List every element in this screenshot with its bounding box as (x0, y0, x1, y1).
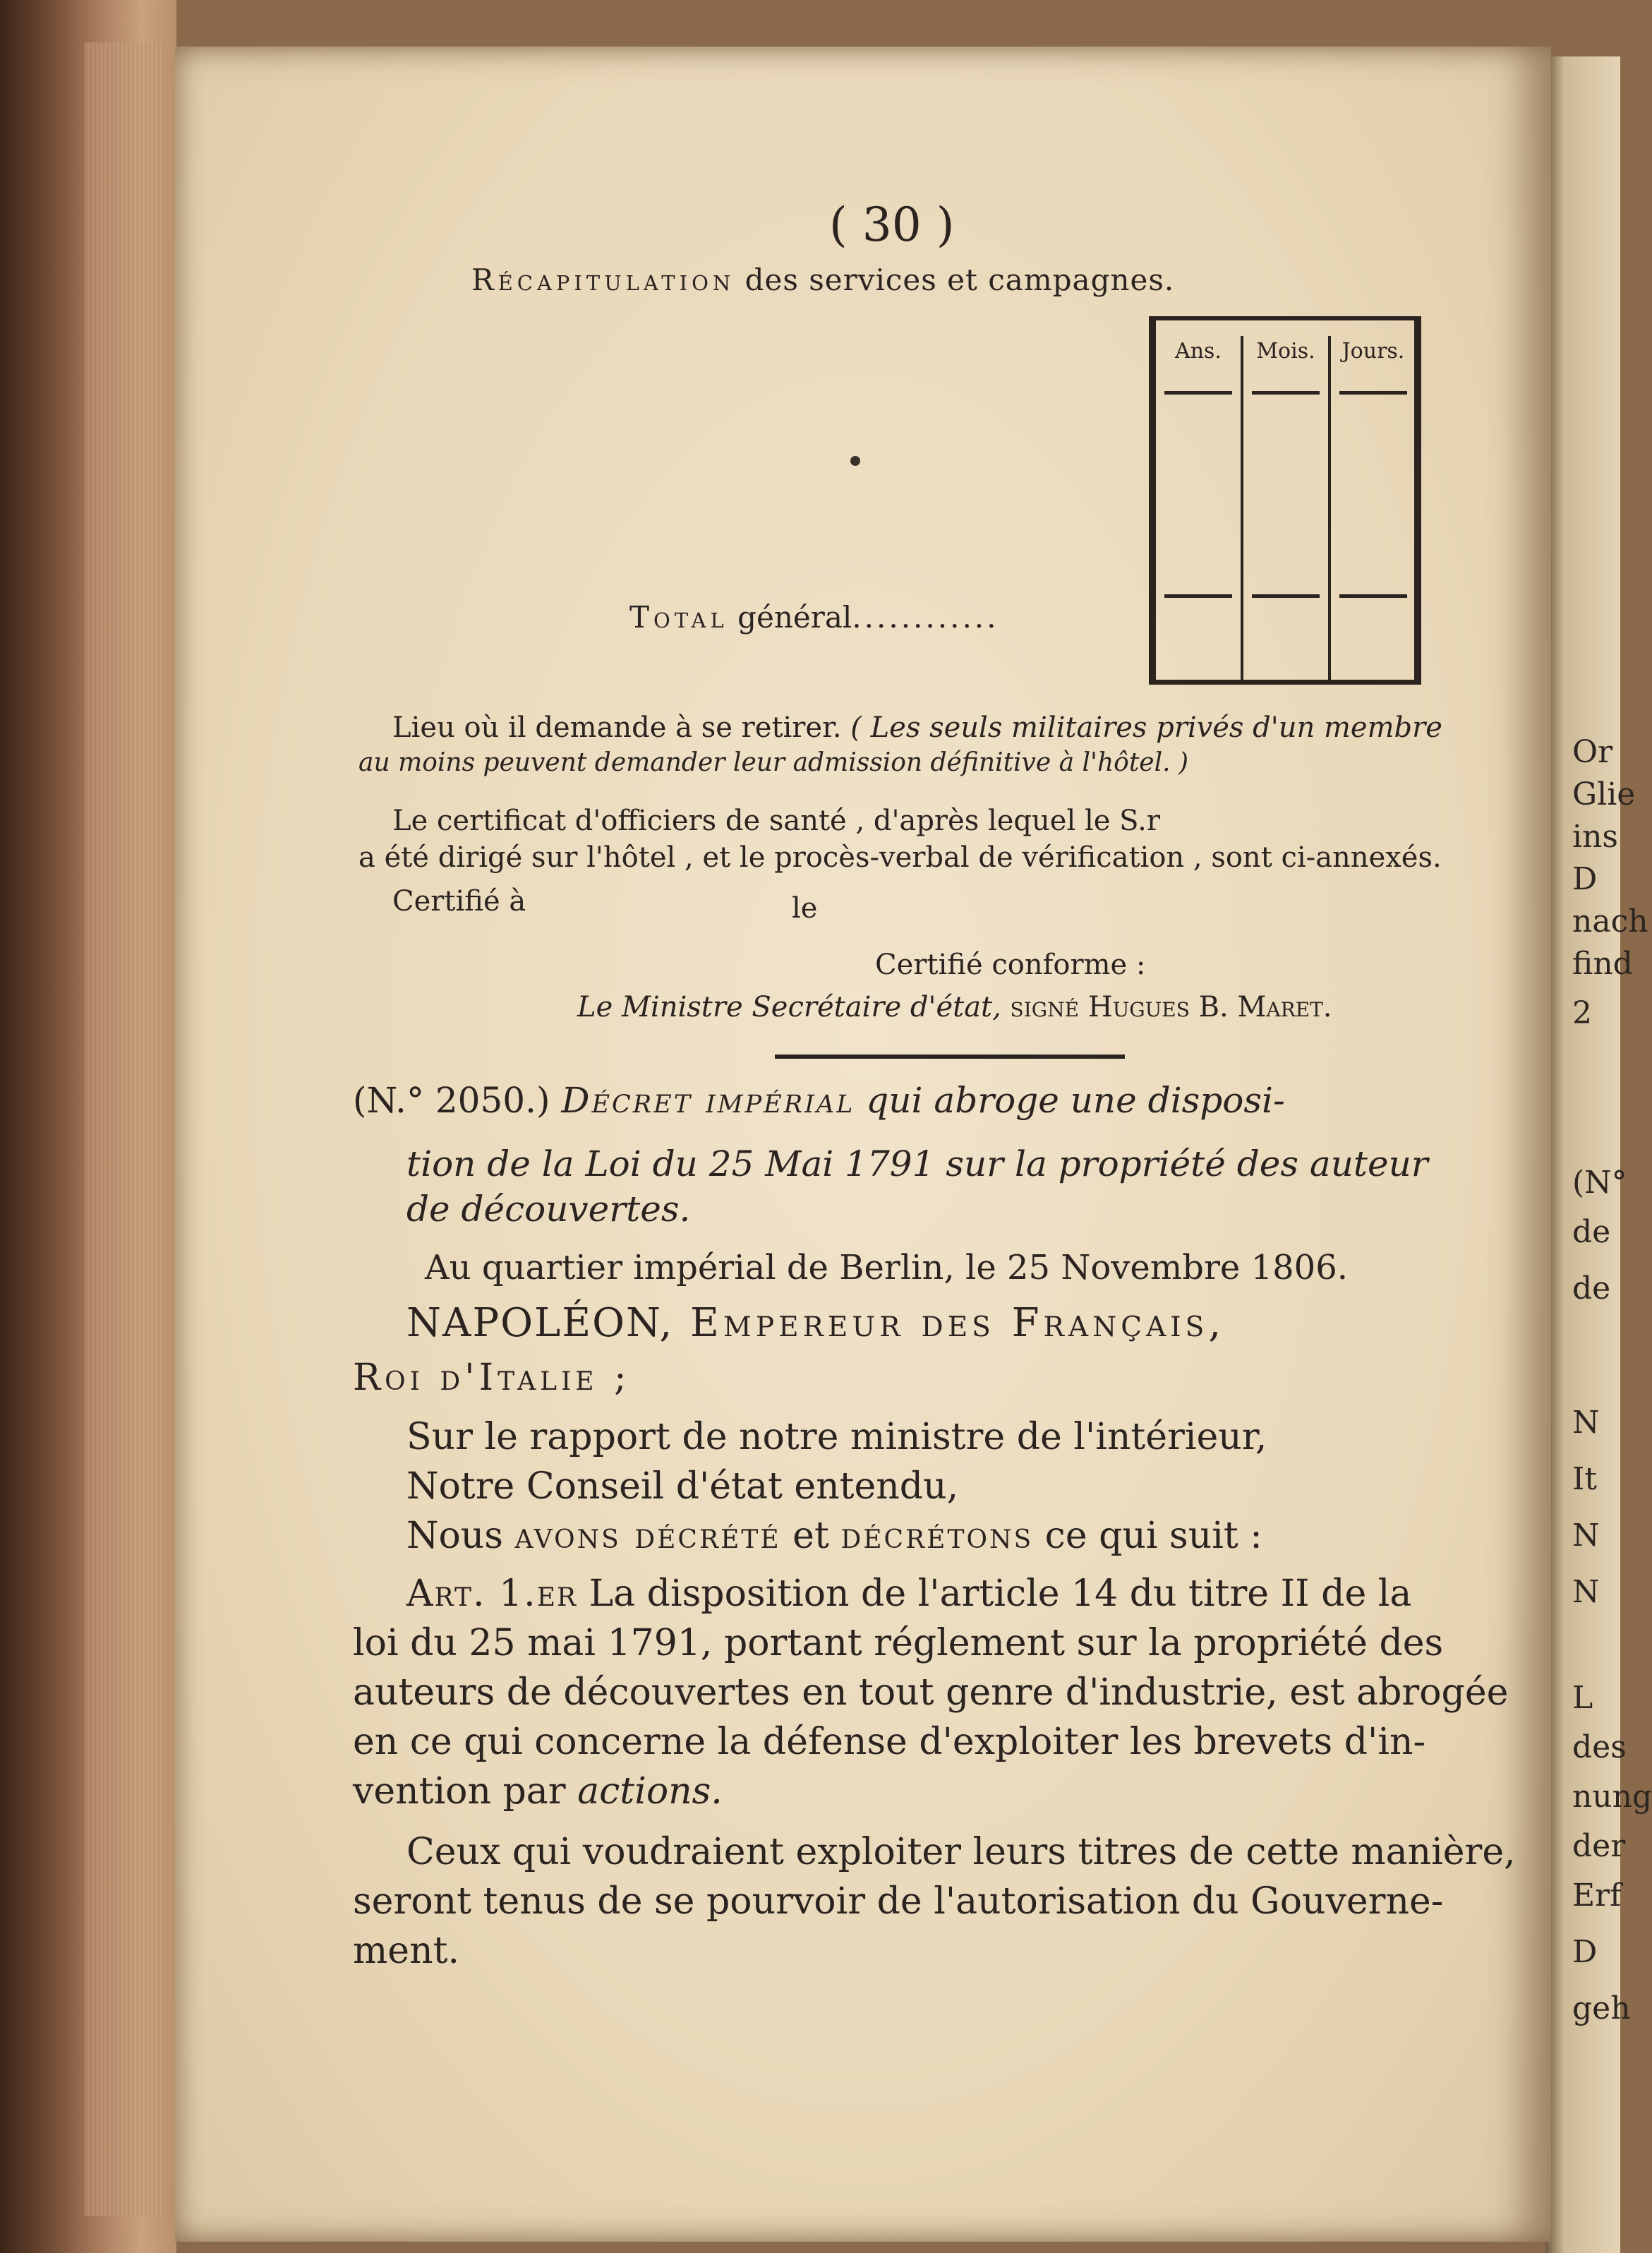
section-separator (775, 1055, 1125, 1059)
recap-heading-rest: des services et campagnes. (735, 263, 1175, 297)
facing-fragment: 2 (1572, 995, 1592, 1031)
column-divider (1241, 336, 1243, 680)
article-1-line-4: en ce qui concerne la défense d'exploiter les brevets d'in- (353, 1721, 1426, 1763)
total-label-rest: général (728, 600, 852, 635)
napoleon-name: NAPOLÉON, (406, 1300, 674, 1346)
total-label-caps: Total (629, 600, 728, 635)
lieu-roman: Lieu où il demande à se retirer. (392, 711, 851, 744)
nous-text: Nous (406, 1515, 515, 1557)
paragraph-2-line-1: Ceux qui voudraient exploiter leurs titres de cette manière, (406, 1831, 1516, 1873)
cell-rule (1339, 594, 1407, 598)
facing-fragment: der (1572, 1828, 1626, 1864)
article-1-line-1 (406, 1573, 1411, 1615)
decree-title-rest: qui abroge une disposi- (855, 1080, 1285, 1121)
preamble-conseil: Notre Conseil d'état entendu, (406, 1465, 959, 1508)
certifie-conforme: Certifié conforme : (875, 949, 1146, 981)
preamble-rapport: Sur le rapport de notre ministre de l'intérieur, (406, 1416, 1267, 1458)
ink-speck (850, 456, 860, 466)
facing-fragment: N (1572, 1518, 1600, 1554)
article-1-line-5-italic: actions. (577, 1770, 723, 1813)
recap-heading-caps: Récapitulation (471, 263, 735, 297)
facing-fragment: nung (1572, 1779, 1652, 1815)
cell-rule (1164, 594, 1232, 598)
article-1-line-5-roman: vention par (353, 1770, 578, 1813)
lieu-italic: ( Les seuls militaires privés d'un membre (850, 711, 1442, 744)
cell-rule (1164, 391, 1232, 395)
signature-italic: Le Ministre Secrétaire d'état, (577, 991, 1001, 1023)
facing-fragment: It (1572, 1461, 1598, 1497)
facing-fragment: L (1572, 1680, 1593, 1716)
decree-title-line-2: tion de la Loi du 25 Mai 1791 sur la propriété des auteur (406, 1143, 1428, 1184)
paragraph-2-line-2: seront tenus de se pourvoir de l'autorisation du Gouverne- (353, 1880, 1444, 1923)
decree-title-caps: Décret impérial (561, 1080, 855, 1121)
facing-fragment: de (1572, 1270, 1611, 1306)
facing-fragment: (N° (1572, 1165, 1627, 1201)
decree-title-line-1 (353, 1080, 1285, 1121)
certifie-a: Certifié à (392, 885, 526, 918)
page-number: ( 30 ) (829, 198, 955, 252)
facing-page (1545, 56, 1652, 2253)
facing-fragment: ins (1572, 819, 1618, 855)
preamble-nous (406, 1515, 1262, 1557)
facing-fragment: N (1572, 1574, 1600, 1610)
nous-text-3: ce qui suit : (1033, 1515, 1262, 1557)
paragraph-2-line-3: ment. (353, 1930, 459, 1972)
certificat-line-2: a été dirigé sur l'hôtel , et le procès-verbal de vérification , sont ci-annexés. (358, 841, 1442, 874)
facing-fragment: Glie (1572, 776, 1636, 812)
article-1-line-5 (353, 1770, 723, 1813)
date-line: Au quartier impérial de Berlin, le 25 Novembre 1806. (425, 1248, 1348, 1287)
facing-fragment: find (1572, 946, 1633, 982)
facing-fragment: D (1572, 861, 1598, 897)
decree-title-line-3: de découvertes. (406, 1189, 691, 1230)
signature-roman: signé Hugues B. Maret. (1001, 991, 1332, 1023)
services-table (1149, 316, 1421, 685)
cell-rule (1252, 391, 1320, 395)
total-leader: ............ (852, 600, 999, 635)
total-line (629, 600, 999, 635)
facing-fragment: N (1572, 1405, 1600, 1441)
facing-fragment: des (1572, 1729, 1627, 1765)
article-1-text: La disposition de l'article 14 du titre II de la (577, 1573, 1412, 1615)
column-header-mois: Mois. (1256, 339, 1315, 364)
cell-rule (1339, 391, 1407, 395)
book-edge (0, 0, 176, 2253)
facing-fragment: geh (1572, 1990, 1631, 2026)
decree-number: (N.° 2050.) (353, 1080, 562, 1121)
napoleon-line-2: Roi d'Italie ; (353, 1357, 631, 1399)
facing-fragment: D (1572, 1934, 1598, 1970)
article-1-line-2: loi du 25 mai 1791, portant réglement sur la propriété des (353, 1622, 1444, 1664)
article-1-line-3: auteurs de découvertes en tout genre d'industrie, est abrogée (353, 1671, 1509, 1714)
napoleon-line-1 (406, 1300, 1225, 1346)
facing-fragment: Or (1572, 734, 1613, 770)
nous-text-2: et (780, 1515, 841, 1557)
certificat-line-1: Le certificat d'officiers de santé , d'après lequel le S.r (392, 805, 1160, 837)
nous-caps-1: avons décrété (514, 1515, 781, 1557)
facing-fragment: nach (1572, 903, 1648, 939)
nous-caps-2: décrétons (840, 1515, 1034, 1557)
lieu-line-1 (392, 711, 1442, 744)
column-header-jours: Jours. (1342, 339, 1405, 364)
article-label: Art. 1.er (406, 1573, 578, 1615)
facing-fragment: Erf (1572, 1878, 1622, 1913)
recap-heading (471, 263, 1174, 297)
certifie-le: le (792, 892, 818, 925)
facing-fragment: de (1572, 1214, 1611, 1250)
column-divider (1328, 336, 1331, 680)
column-header-ans: Ans. (1175, 339, 1222, 364)
minister-signature (577, 991, 1332, 1023)
cell-rule (1252, 594, 1320, 598)
lieu-line-2: au moins peuvent demander leur admission définitive à l'hôtel. ) (358, 748, 1189, 777)
napoleon-title: Empereur des Français, (673, 1300, 1226, 1346)
